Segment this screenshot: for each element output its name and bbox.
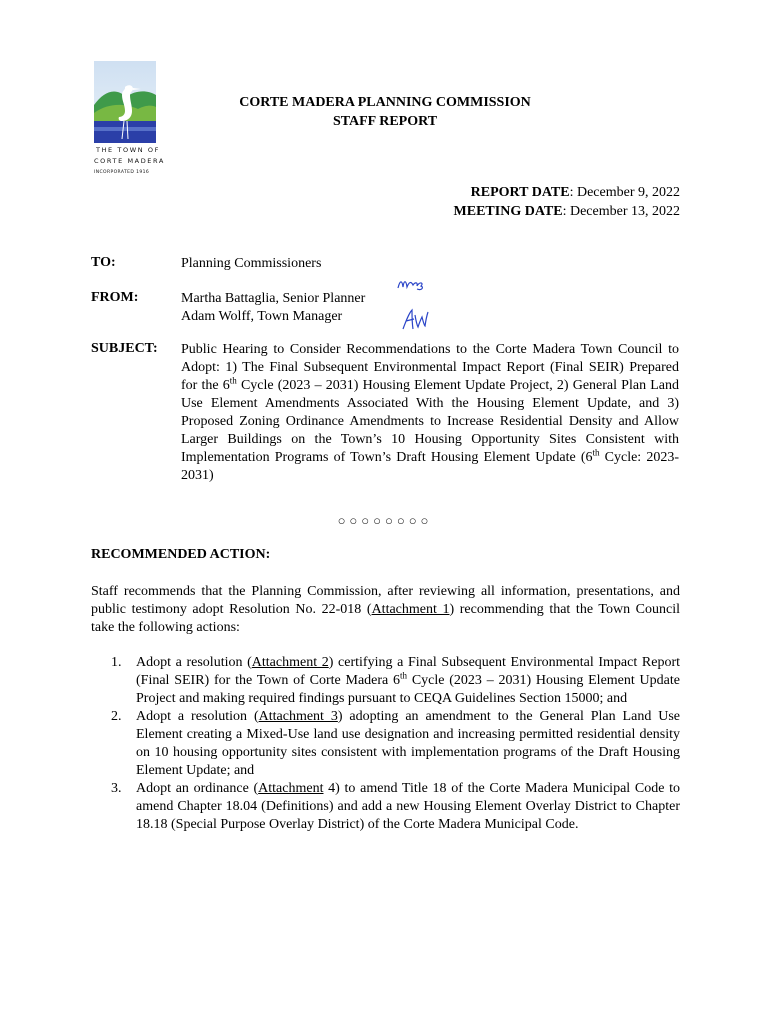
attachment-4-link[interactable]: Attachment (258, 781, 324, 796)
list-item (111, 654, 680, 708)
to-value: Planning Commissioners (181, 256, 322, 271)
report-title (0, 93, 770, 131)
attachment-1-link[interactable]: Attachment 1 (371, 602, 450, 617)
subject-part-1: Public Hearing to Consider Recommendations to the Corte Madera Town Council to Adopt: 1) The Final Subsequent Environmental Impact Report (Final SEIR) Prepared for the 6 (181, 342, 679, 393)
attachment-3-link[interactable]: Attachment 3 (258, 709, 338, 724)
logo-line-1: THE TOWN OF (96, 146, 160, 154)
item-number: 3. (111, 781, 122, 796)
logo-line-3: INCORPORATED 1916 (94, 170, 150, 175)
list-item (111, 780, 680, 834)
signature-initials-aw (400, 307, 430, 338)
intro-part-1: Staff recommends that the Planning Commission, after reviewing all information, presentations, and public testimony adopt Resolution No. 22-018 ( (91, 584, 680, 617)
item-pre: Adopt a resolution ( (136, 709, 259, 724)
item-pre: Adopt a resolution ( (136, 655, 252, 670)
recommended-intro (91, 583, 680, 637)
section-divider: ○○○○○○○○ (337, 513, 433, 528)
report-date-value: : December 9, 2022 (569, 185, 680, 200)
title-line-1: CORTE MADERA PLANNING COMMISSION (239, 95, 531, 110)
meeting-date-row (454, 202, 680, 221)
item-mid: ) adopting an amendment to the General Plan Land Use Element creating a Mixed-Use land use designation and increasing permitted residential density on 10 housing opportunity sites consistent with implementation programs of the Draft Housing Element Update; and (136, 709, 681, 778)
subject-sup-1: th (229, 375, 237, 386)
item-number: 2. (111, 709, 122, 724)
item-post: Cycle (2023 – 2031) Housing Element Update Project and making required findings pursuant to CEQA Guidelines Section 15000; and (136, 673, 680, 706)
report-date-row (454, 183, 680, 202)
report-dates (454, 183, 680, 221)
subject-sup-2: th (592, 447, 600, 458)
from-line-2: Adam Wolff, Town Manager (181, 309, 343, 324)
list-item (111, 708, 680, 780)
title-line-2: STAFF REPORT (332, 114, 438, 129)
intro-part-2: ) recommending that the Town Council take the following actions: (91, 602, 681, 635)
item-number: 1. (111, 655, 122, 670)
meeting-date-value: : December 13, 2022 (562, 204, 680, 219)
from-label: FROM: (91, 290, 139, 305)
subject-part-3: Cycle: 2023-2031) (181, 450, 679, 483)
logo-line-2: CORTE MADERA (94, 157, 165, 165)
action-list (111, 654, 680, 834)
report-date-label: REPORT DATE (470, 185, 570, 200)
item-sup: th (400, 670, 408, 681)
subject-text (181, 341, 679, 485)
item-mid: ) certifying a Final Subsequent Environmental Impact Report (Final SEIR) for the Town of Corte Madera 6 (136, 655, 680, 688)
item-mid: 4) to amend Title 18 of the Corte Madera Municipal Code to amend Chapter 18.04 (Definitions) and add a new Housing Element Overlay District to Chapter 18.18 (Special Purpose Overlay District) of the Corte Madera Municipal Code. (136, 781, 681, 832)
subject-label: SUBJECT: (91, 341, 158, 356)
to-label: TO: (91, 255, 116, 270)
signature-initials-mb (396, 276, 426, 297)
subject-part-2: Cycle (2023 – 2031) Housing Element Update Project, 2) General Plan Land Use Element Amendments Associated With the Housing Element Update, and 3) Proposed Zoning Ordinance Amendments to Increase Residential Density and Allow Larger Buildings on the Town’s 10 Housing Opportunity Sites Consistent with Implementation Programs of Town’s Draft Housing Element Update (6 (181, 378, 680, 465)
meeting-date-label: MEETING DATE (453, 204, 563, 219)
recommended-action-heading: RECOMMENDED ACTION: (91, 547, 271, 562)
item-pre: Adopt an ordinance ( (136, 781, 259, 796)
from-line-1: Martha Battaglia, Senior Planner (181, 291, 366, 306)
attachment-2-link[interactable]: Attachment 2 (251, 655, 329, 670)
